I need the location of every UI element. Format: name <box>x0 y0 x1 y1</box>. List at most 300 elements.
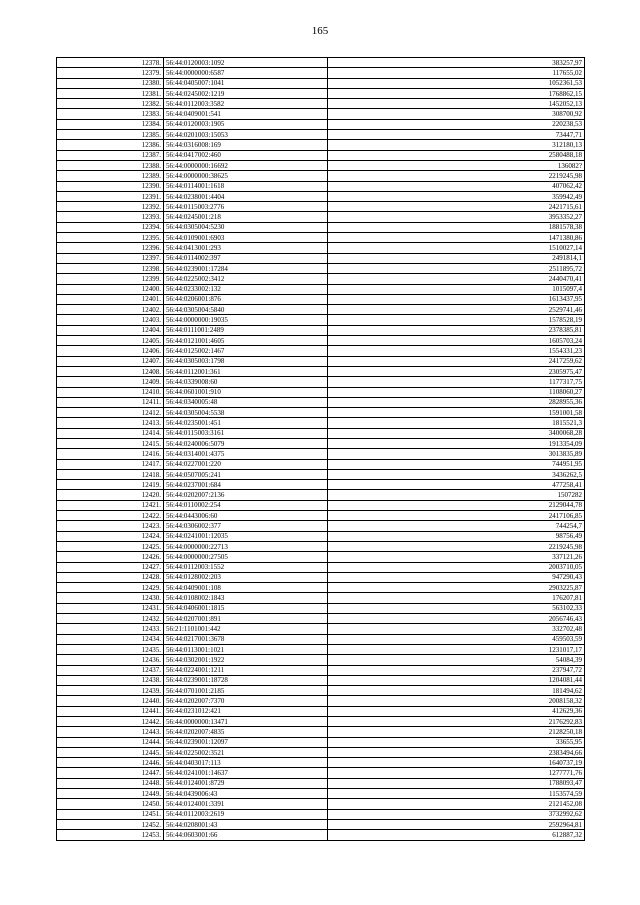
cadastral-number: 56:44:0701001:2185 <box>164 686 328 696</box>
row-number: 12449. <box>57 789 164 799</box>
row-number: 12434. <box>57 634 164 644</box>
cadastral-number: 56:44:0000000:22713 <box>164 541 328 551</box>
row-number: 12400. <box>57 284 164 294</box>
cadastral-number: 56:44:0417002:460 <box>164 150 328 160</box>
row-number: 12389. <box>57 171 164 181</box>
cadastral-number: 56:44:0000000:16692 <box>164 160 328 170</box>
table-row <box>57 480 585 490</box>
table-row <box>57 500 585 510</box>
row-number: 12433. <box>57 624 164 634</box>
row-number: 12428. <box>57 572 164 582</box>
cadastral-number: 56:44:0245002:1219 <box>164 88 328 98</box>
row-value: 2903225,87 <box>328 583 585 593</box>
table-row <box>57 593 585 603</box>
row-value: 308700,92 <box>328 109 585 119</box>
cadastral-number: 56:44:0112003:2619 <box>164 809 328 819</box>
table-row <box>57 243 585 253</box>
row-number: 12402. <box>57 305 164 315</box>
cadastral-number: 56:44:0238001:4404 <box>164 191 328 201</box>
row-value: 2592964,81 <box>328 819 585 829</box>
table-row <box>57 449 585 459</box>
row-value: 2003710,05 <box>328 562 585 572</box>
row-value: 383257,97 <box>328 58 585 68</box>
row-value: 136082? <box>328 160 585 170</box>
row-value: 1578528,19 <box>328 315 585 325</box>
row-number: 12424. <box>57 531 164 541</box>
cadastral-number: 56:44:0206001:876 <box>164 294 328 304</box>
cadastral-number: 56:44:0124001:8729 <box>164 778 328 788</box>
row-value: 2417106,85 <box>328 511 585 521</box>
row-value: 2176292,83 <box>328 717 585 727</box>
table-row <box>57 789 585 799</box>
row-number: 12384. <box>57 119 164 129</box>
row-number: 12411. <box>57 397 164 407</box>
cadastral-number: 56:44:0128002:203 <box>164 572 328 582</box>
table-body <box>57 58 585 841</box>
row-number: 12392. <box>57 202 164 212</box>
row-value: 744254,7 <box>328 521 585 531</box>
cadastral-number: 56:44:0113001:1021 <box>164 644 328 654</box>
table-row <box>57 737 585 747</box>
row-number: 12382. <box>57 99 164 109</box>
cadastral-number: 56:44:0507005:241 <box>164 469 328 479</box>
cadastral-number: 56:44:0125002:1467 <box>164 346 328 356</box>
row-number: 12426. <box>57 552 164 562</box>
cadastral-number: 56:44:0202007:4835 <box>164 727 328 737</box>
row-number: 12442. <box>57 717 164 727</box>
table-row <box>57 325 585 335</box>
table-row <box>57 160 585 170</box>
table-row <box>57 387 585 397</box>
cadastral-number: 56:44:0316008:169 <box>164 140 328 150</box>
cadastral-number: 56:44:0302001:1922 <box>164 655 328 665</box>
row-value: 237947,72 <box>328 665 585 675</box>
cadastral-number: 56:44:0115003:2776 <box>164 202 328 212</box>
table-row <box>57 675 585 685</box>
row-value: 2121452,08 <box>328 799 585 809</box>
row-number: 12406. <box>57 346 164 356</box>
table-row <box>57 603 585 613</box>
row-value: 2056746,43 <box>328 614 585 624</box>
table-row <box>57 253 585 263</box>
row-number: 12441. <box>57 706 164 716</box>
cadastral-number: 56:44:0233002:132 <box>164 284 328 294</box>
table-row <box>57 366 585 376</box>
row-value: 1052361,53 <box>328 78 585 88</box>
cadastral-number: 56:44:0306002:377 <box>164 521 328 531</box>
table-row <box>57 150 585 160</box>
row-number: 12407. <box>57 356 164 366</box>
row-number: 12395. <box>57 233 164 243</box>
table-row <box>57 408 585 418</box>
cadastral-number: 56:44:0231012:421 <box>164 706 328 716</box>
cadastral-number: 56:44:0241001:12035 <box>164 531 328 541</box>
table-row <box>57 799 585 809</box>
table-row <box>57 88 585 98</box>
row-value: 1640737,19 <box>328 758 585 768</box>
cadastral-number: 56:44:0405007:1041 <box>164 78 328 88</box>
row-value: 1591001,58 <box>328 408 585 418</box>
table-row <box>57 552 585 562</box>
table-row <box>57 171 585 181</box>
table-row <box>57 459 585 469</box>
row-value: 3436262,5 <box>328 469 585 479</box>
row-value: 1768862,15 <box>328 88 585 98</box>
cadastral-number: 56:44:0120003:1905 <box>164 119 328 129</box>
cadastral-number: 56:44:0000000:19035 <box>164 315 328 325</box>
row-value: 2417259,62 <box>328 356 585 366</box>
cadastral-number: 56:44:0208001:43 <box>164 819 328 829</box>
table-row <box>57 521 585 531</box>
cadastral-number: 56:44:0224001:1211 <box>164 665 328 675</box>
cadastral-number: 56:44:0124001:3391 <box>164 799 328 809</box>
cadastral-number: 56:44:0112003:1552 <box>164 562 328 572</box>
row-number: 12413. <box>57 418 164 428</box>
row-value: 947290,43 <box>328 572 585 582</box>
row-value: 337121,26 <box>328 552 585 562</box>
table-row <box>57 397 585 407</box>
cadastral-number: 56:44:0239001:17284 <box>164 263 328 273</box>
row-value: 1231017,17 <box>328 644 585 654</box>
table-row <box>57 758 585 768</box>
cadastral-number: 56:44:0227001:220 <box>164 459 328 469</box>
table-row <box>57 222 585 232</box>
row-value: 2008158,32 <box>328 696 585 706</box>
row-value: 1153574,59 <box>328 789 585 799</box>
row-number: 12432. <box>57 614 164 624</box>
row-value: 2378385,81 <box>328 325 585 335</box>
cadastral-number: 56:44:0202007:7370 <box>164 696 328 706</box>
cadastral-number: 56:44:0201003:15053 <box>164 130 328 140</box>
table-row <box>57 819 585 829</box>
row-value: 2219245,98 <box>328 171 585 181</box>
row-number: 12451. <box>57 809 164 819</box>
table-row <box>57 562 585 572</box>
row-value: 33655,95 <box>328 737 585 747</box>
row-number: 12427. <box>57 562 164 572</box>
cadastral-number: 56:44:0239001:12097 <box>164 737 328 747</box>
cadastral-number: 56:44:0603001:66 <box>164 830 328 840</box>
row-number: 12378. <box>57 58 164 68</box>
row-value: 54084,39 <box>328 655 585 665</box>
table-row <box>57 614 585 624</box>
row-number: 12409. <box>57 377 164 387</box>
row-number: 12447. <box>57 768 164 778</box>
table-row <box>57 315 585 325</box>
cadastral-number: 56:44:0339008:60 <box>164 377 328 387</box>
row-value: 1613437,95 <box>328 294 585 304</box>
row-value: 407062,42 <box>328 181 585 191</box>
row-value: 176207,81 <box>328 593 585 603</box>
row-number: 12421. <box>57 500 164 510</box>
row-number: 12412. <box>57 408 164 418</box>
row-number: 12429. <box>57 583 164 593</box>
table-row <box>57 284 585 294</box>
row-value: 1015097,4 <box>328 284 585 294</box>
table-row <box>57 624 585 634</box>
row-number: 12386. <box>57 140 164 150</box>
cadastral-number: 56:44:0000000:27505 <box>164 552 328 562</box>
cadastral-number: 56:44:0305004:5840 <box>164 305 328 315</box>
row-value: 1815521,3 <box>328 418 585 428</box>
cadastral-number: 56:44:0305004:5538 <box>164 408 328 418</box>
row-number: 12435. <box>57 644 164 654</box>
row-value: 73447,71 <box>328 130 585 140</box>
cadastral-number: 56:44:0207001:891 <box>164 614 328 624</box>
table-row <box>57 305 585 315</box>
table-row <box>57 78 585 88</box>
row-number: 12399. <box>57 274 164 284</box>
row-number: 12444. <box>57 737 164 747</box>
row-number: 12419. <box>57 480 164 490</box>
row-value: 332702,48 <box>328 624 585 634</box>
row-value: 1277771,76 <box>328 768 585 778</box>
row-value: 1108060,27 <box>328 387 585 397</box>
cadastral-number: 56:44:0121001:4605 <box>164 336 328 346</box>
cadastral-number: 56:44:0000000:13471 <box>164 717 328 727</box>
row-value: 3953352,27 <box>328 212 585 222</box>
row-number: 12404. <box>57 325 164 335</box>
table-row <box>57 634 585 644</box>
table-row <box>57 696 585 706</box>
row-value: 2511895,72 <box>328 263 585 273</box>
table-row <box>57 377 585 387</box>
row-number: 12416. <box>57 449 164 459</box>
row-number: 12452. <box>57 819 164 829</box>
row-number: 12423. <box>57 521 164 531</box>
table-row <box>57 233 585 243</box>
cadastral-number: 56:44:0202007:2136 <box>164 490 328 500</box>
cadastral-number: 56:44:0403017:113 <box>164 758 328 768</box>
row-number: 12439. <box>57 686 164 696</box>
cadastral-number: 56:44:0115003:3161 <box>164 428 328 438</box>
row-value: 477258,41 <box>328 480 585 490</box>
cadastral-number: 56:44:0114002:397 <box>164 253 328 263</box>
row-value: 1913354,09 <box>328 438 585 448</box>
table-row <box>57 665 585 675</box>
row-number: 12418. <box>57 469 164 479</box>
row-value: 744951,95 <box>328 459 585 469</box>
table-row <box>57 181 585 191</box>
table-row <box>57 511 585 521</box>
table-row <box>57 263 585 273</box>
row-number: 12417. <box>57 459 164 469</box>
row-number: 12431. <box>57 603 164 613</box>
row-value: 3013835,89 <box>328 449 585 459</box>
cadastral-number: 56:44:0225002:3521 <box>164 747 328 757</box>
row-value: 1881578,38 <box>328 222 585 232</box>
cadastral-number: 56:44:0120003:1092 <box>164 58 328 68</box>
row-value: 412629,36 <box>328 706 585 716</box>
table-row <box>57 727 585 737</box>
row-value: 1605703,24 <box>328 336 585 346</box>
row-number: 12391. <box>57 191 164 201</box>
cadastral-number: 56:21:1101001:442 <box>164 624 328 634</box>
row-number: 12408. <box>57 366 164 376</box>
cadastral-number: 56:44:0314001:4375 <box>164 449 328 459</box>
row-number: 12440. <box>57 696 164 706</box>
row-value: 2529741,46 <box>328 305 585 315</box>
row-number: 12394. <box>57 222 164 232</box>
table-row <box>57 119 585 129</box>
cadastral-number: 56:44:0409001:108 <box>164 583 328 593</box>
table-row <box>57 778 585 788</box>
table-row <box>57 428 585 438</box>
row-value: 359942,49 <box>328 191 585 201</box>
row-value: 563102,33 <box>328 603 585 613</box>
row-number: 12414. <box>57 428 164 438</box>
table-row <box>57 655 585 665</box>
table-row <box>57 336 585 346</box>
row-value: 1204081,44 <box>328 675 585 685</box>
row-number: 12381. <box>57 88 164 98</box>
row-number: 12415. <box>57 438 164 448</box>
row-value: 181494,62 <box>328 686 585 696</box>
cadastral-number: 56:44:0114001:1618 <box>164 181 328 191</box>
cadastral-number: 56:44:0235001:451 <box>164 418 328 428</box>
table-row <box>57 346 585 356</box>
cadastral-number: 56:44:0443006:60 <box>164 511 328 521</box>
cadastral-number: 56:44:0000000:6587 <box>164 68 328 78</box>
row-value: 2580488,18 <box>328 150 585 160</box>
row-number: 12388. <box>57 160 164 170</box>
table-row <box>57 768 585 778</box>
table-row <box>57 99 585 109</box>
table-row <box>57 531 585 541</box>
table-row <box>57 140 585 150</box>
table-row <box>57 130 585 140</box>
table-row <box>57 572 585 582</box>
row-value: 1507282 <box>328 490 585 500</box>
row-number: 12401. <box>57 294 164 304</box>
cadastral-number: 56:44:0413001:293 <box>164 243 328 253</box>
row-number: 12387. <box>57 150 164 160</box>
data-table <box>56 57 585 841</box>
row-value: 1471380,86 <box>328 233 585 243</box>
cadastral-number: 56:44:0109001:6903 <box>164 233 328 243</box>
cadastral-number: 56:44:0305003:1798 <box>164 356 328 366</box>
table-row <box>57 490 585 500</box>
row-number: 12410. <box>57 387 164 397</box>
row-value: 312180,13 <box>328 140 585 150</box>
cadastral-number: 56:44:0245001:218 <box>164 212 328 222</box>
table-row <box>57 469 585 479</box>
cadastral-number: 56:44:0237001:684 <box>164 480 328 490</box>
row-number: 12437. <box>57 665 164 675</box>
table-row <box>57 68 585 78</box>
table-row <box>57 212 585 222</box>
table-row <box>57 583 585 593</box>
row-number: 12397. <box>57 253 164 263</box>
cadastral-number: 56:44:0112001:361 <box>164 366 328 376</box>
cadastral-number: 56:44:0112003:3582 <box>164 99 328 109</box>
row-value: 98756,49 <box>328 531 585 541</box>
table-row <box>57 438 585 448</box>
cadastral-number: 56:44:0439006:43 <box>164 789 328 799</box>
row-number: 12385. <box>57 130 164 140</box>
row-number: 12396. <box>57 243 164 253</box>
table-row <box>57 191 585 201</box>
row-number: 12445. <box>57 747 164 757</box>
row-value: 2383494,66 <box>328 747 585 757</box>
row-value: 1510027,14 <box>328 243 585 253</box>
row-value: 2129044,78 <box>328 500 585 510</box>
cadastral-number: 56:44:0340005:48 <box>164 397 328 407</box>
row-number: 12430. <box>57 593 164 603</box>
row-value: 220238,53 <box>328 119 585 129</box>
cadastral-number: 56:44:0406001:1815 <box>164 603 328 613</box>
table-row <box>57 830 585 840</box>
row-number: 12448. <box>57 778 164 788</box>
table-row <box>57 809 585 819</box>
cadastral-number: 56:44:0110002:254 <box>164 500 328 510</box>
row-number: 12405. <box>57 336 164 346</box>
row-number: 12453. <box>57 830 164 840</box>
row-value: 2305975,47 <box>328 366 585 376</box>
cadastral-number: 56:44:0240006:5079 <box>164 438 328 448</box>
row-value: 459503,59 <box>328 634 585 644</box>
table-row <box>57 274 585 284</box>
table-row <box>57 717 585 727</box>
cadastral-number: 56:44:0225002:3412 <box>164 274 328 284</box>
page-number: 165 <box>311 25 329 37</box>
row-number: 12393. <box>57 212 164 222</box>
row-value: 1554331,23 <box>328 346 585 356</box>
row-value: 2421715,61 <box>328 202 585 212</box>
row-number: 12422. <box>57 511 164 521</box>
table-row <box>57 644 585 654</box>
row-value: 117655,02 <box>328 68 585 78</box>
table-row <box>57 747 585 757</box>
row-number: 12436. <box>57 655 164 665</box>
cadastral-number: 56:44:0305004:5230 <box>164 222 328 232</box>
table-row <box>57 294 585 304</box>
row-value: 3732992,62 <box>328 809 585 819</box>
row-value: 1177317,75 <box>328 377 585 387</box>
row-value: 1452052,13 <box>328 99 585 109</box>
table-row <box>57 202 585 212</box>
row-value: 2828955,36 <box>328 397 585 407</box>
row-number: 12398. <box>57 263 164 273</box>
row-number: 12425. <box>57 541 164 551</box>
cadastral-number: 56:44:0601001:910 <box>164 387 328 397</box>
row-value: 2491814,1 <box>328 253 585 263</box>
table-row <box>57 58 585 68</box>
row-value: 612887,32 <box>328 830 585 840</box>
table-row <box>57 706 585 716</box>
row-number: 12383. <box>57 109 164 119</box>
table-row <box>57 418 585 428</box>
row-number: 12380. <box>57 78 164 88</box>
cadastral-number: 56:44:0239001:18728 <box>164 675 328 685</box>
cadastral-number: 56:44:0108002:1843 <box>164 593 328 603</box>
table-row <box>57 356 585 366</box>
row-value: 2440470,41 <box>328 274 585 284</box>
cadastral-number: 56:44:0111001:2489 <box>164 325 328 335</box>
table-row <box>57 541 585 551</box>
row-value: 2128250,18 <box>328 727 585 737</box>
cadastral-number: 56:44:0409001:541 <box>164 109 328 119</box>
row-value: 1788093,47 <box>328 778 585 788</box>
row-number: 12420. <box>57 490 164 500</box>
cadastral-number: 56:44:0241001:14637 <box>164 768 328 778</box>
row-number: 12446. <box>57 758 164 768</box>
cadastral-number: 56:44:0000000:38625 <box>164 171 328 181</box>
cadastral-number: 56:44:0217001:3678 <box>164 634 328 644</box>
row-number: 12438. <box>57 675 164 685</box>
row-number: 12403. <box>57 315 164 325</box>
row-number: 12450. <box>57 799 164 809</box>
